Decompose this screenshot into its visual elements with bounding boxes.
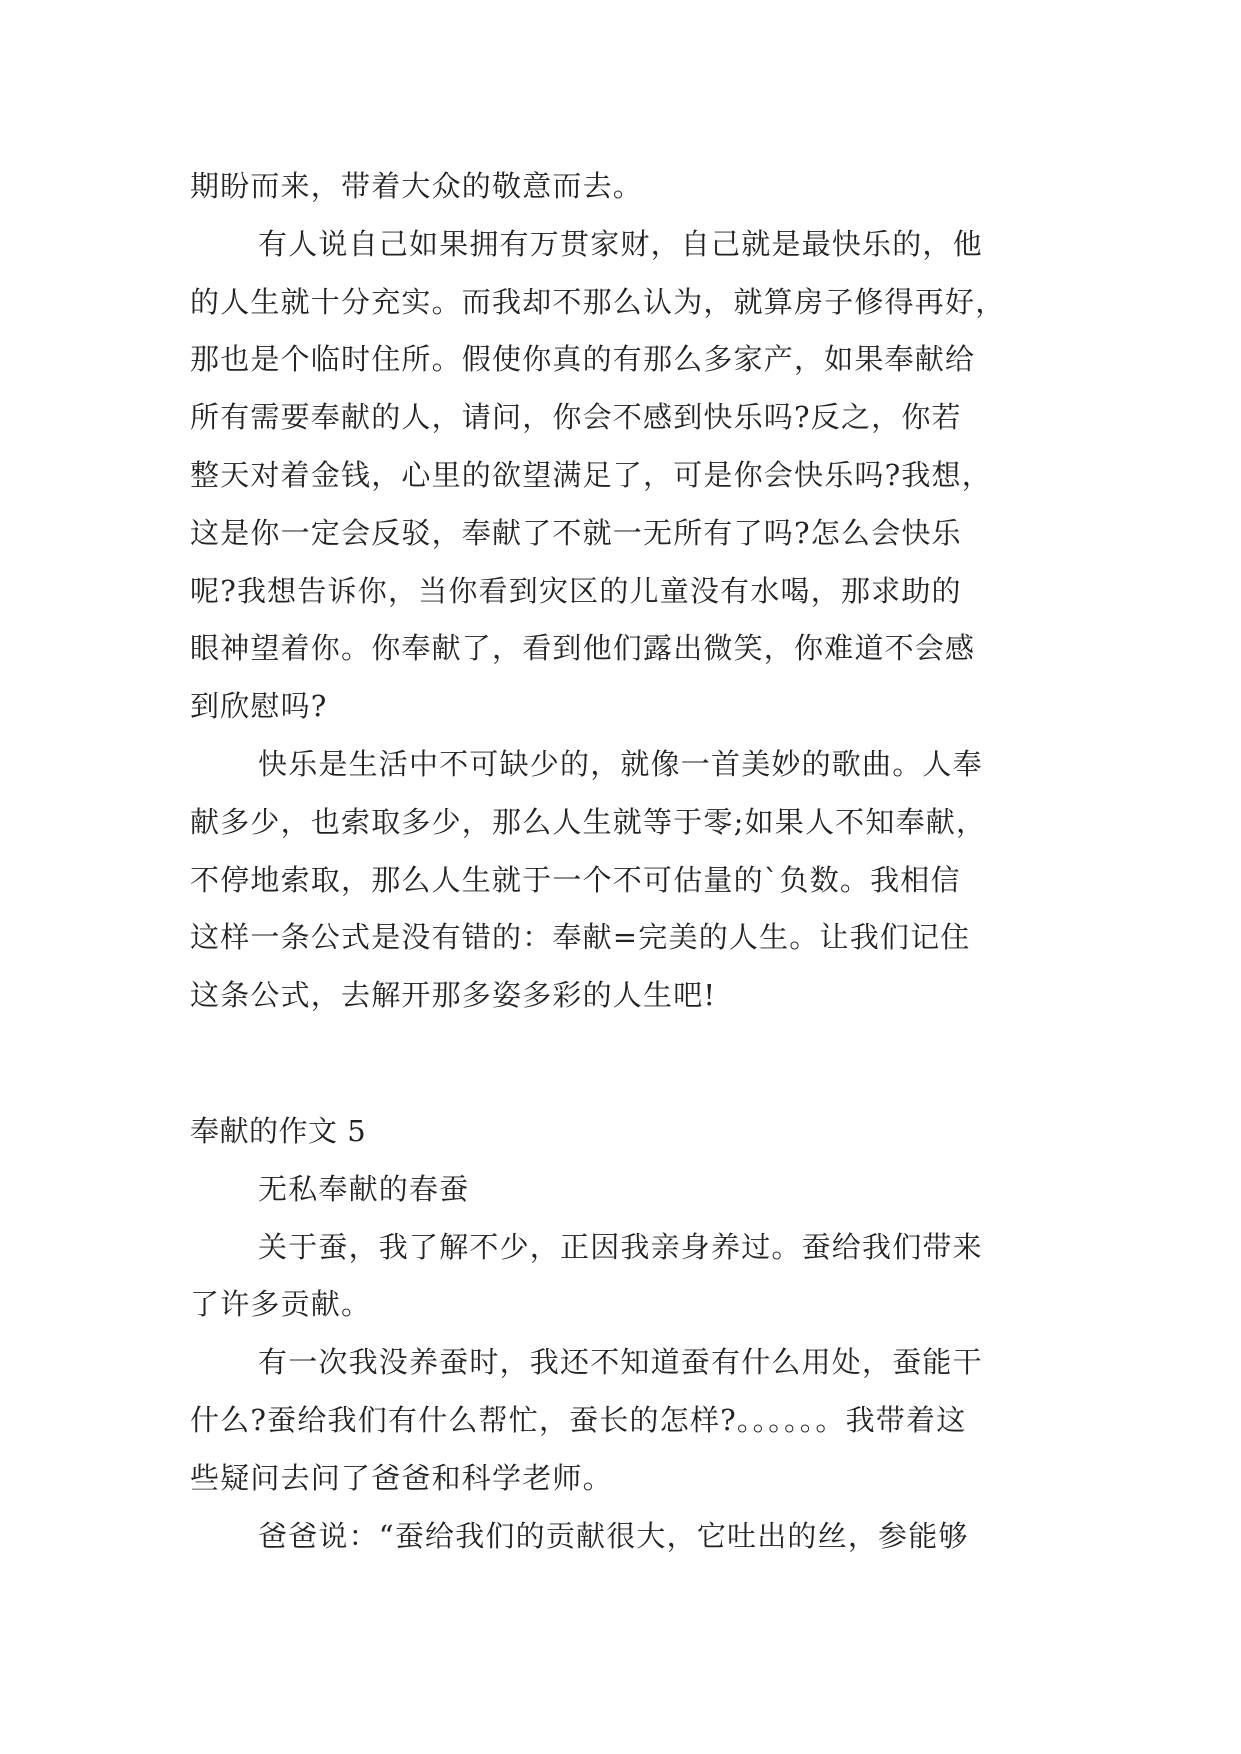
text-line: 呢?我想告诉你，当你看到灾区的儿童没有水喝，那求助的 (190, 573, 962, 608)
text-line: 那也是个临时住所。假使你真的有那么多家产，如果奉献给 (190, 342, 976, 377)
text-line: 什么?蚕给我们有什么帮忙，蚕长的怎样?。。。。。。我带着这 (190, 1402, 967, 1437)
text-line: 献多少，也索取多少，那么人生就等于零;如果人不知奉献， (190, 804, 987, 839)
text-line: 所有需要奉献的人，请问，你会不感到快乐吗?反之，你若 (190, 400, 962, 435)
text-line: 不停地索取，那么人生就于一个不可估量的`负数。我相信 (190, 862, 961, 897)
paragraph (190, 1334, 1052, 1507)
essay-title: 无私奉献的春蚕 (258, 1171, 470, 1206)
text-line: 这条公式，去解开那多姿多彩的人生吧! (190, 978, 717, 1013)
text-line: 眼神望着你。你奉献了，看到他们露出微笑，你难道不会感 (190, 631, 976, 666)
text-line: 关于蚕，我了解不少，正因我亲身养过。蚕给我们带来 (258, 1229, 983, 1264)
text-line: 些疑问去问了爸爸和科学老师。 (190, 1460, 613, 1495)
text-line: 的人生就十分充实。而我却不那么认为，就算房子修得再好， (190, 284, 1006, 319)
text-line: 这是你一定会反驳，奉献了不就一无所有了吗?怎么会快乐 (190, 515, 962, 550)
text-line: 到欣慰吗? (190, 689, 328, 724)
text-line: 快乐是生活中不可缺少的，就像一首美妙的歌曲。人奉 (258, 746, 983, 781)
section-gap (190, 1025, 1052, 1103)
paragraph (190, 158, 1052, 216)
paragraph (190, 1219, 1052, 1335)
text-line: 爸爸说：“蚕给我们的贡献很大，它吐出的丝，参能够 (258, 1518, 969, 1553)
paragraph (190, 216, 1052, 736)
text-line: 整天对着金钱，心里的欲望满足了，可是你会快乐吗?我想， (190, 457, 992, 492)
paragraph (190, 1508, 1052, 1566)
document-body (190, 158, 1052, 1565)
paragraph (190, 736, 1052, 1025)
text-line: 了许多贡献。 (190, 1287, 372, 1322)
text-line: 有人说自己如果拥有万贯家财，自己就是最快乐的，他 (258, 226, 983, 261)
text-line: 期盼而来，带着大众的敬意而去。 (190, 169, 644, 203)
text-line: 这样一条公式是没有错的：奉献=完美的人生。让我们记住 (190, 920, 971, 955)
text-line: 有一次我没养蚕时，我还不知道蚕有什么用处，蚕能干 (258, 1345, 983, 1380)
section-heading: 奉献的作文 5 (190, 1113, 367, 1148)
